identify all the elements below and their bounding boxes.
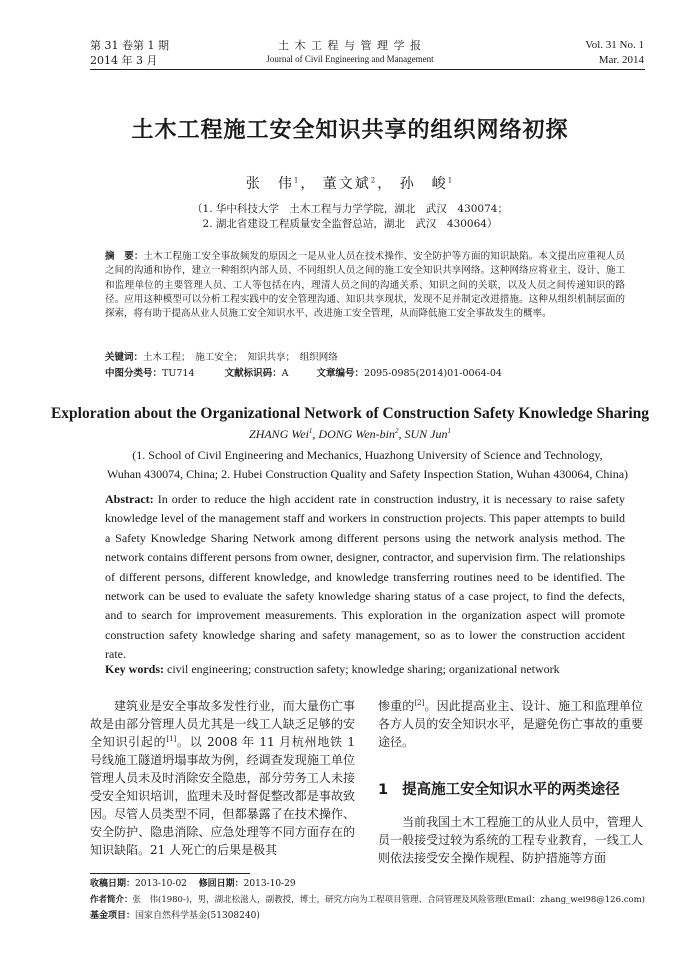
abstract-en bbox=[105, 490, 625, 665]
footnote-dates: 收稿日期：2013-10-02 修回日期：2013-10-29 bbox=[90, 879, 296, 889]
body-paragraph: 建筑业是安全事故多发性行业，而大量伤亡事故是由部分管理人员尤其是一线工人缺乏足够的安全知识引起的[1]。以 2008 年 11 月杭州地铁 1 号线施工隧道坍塌事故为例，经调查发现施工单位管理人员未及时消除安全隐患，部分劳务工人未接受安全知识培训，监理未及时督促整改都是事故致因。尽管人员类型不同，但都暴露了在技术操作、安全防护、隐患消除、应急处理等不同方面存在的知识缺陷。21 人死亡的后果是极其 bbox=[90, 699, 355, 857]
header-issue: Vol. 31 No. 1 Mar. 2014 bbox=[585, 39, 644, 66]
section-heading: 1 提高施工安全知识水平的两类途径 bbox=[378, 782, 620, 798]
body-right-column bbox=[378, 697, 643, 751]
title-en: Exploration about the Organizational Network of Construction Safety Knowledge Sharing bbox=[50, 405, 650, 422]
body-paragraph: 惨重的[2]。因此提高业主、设计、施工和监理单位各方人员的安全知识水平，是避免伤亡事故的重要途径。 bbox=[378, 699, 643, 749]
footnote-author: 作者简介：张 伟(1980-)，男，湖北松滋人，副教授，博士，研究方向为工程项目管理、合同管理及风险管理(Email：zhang_wei98@126.com) bbox=[90, 895, 645, 905]
abstract-en-label: Abstract: bbox=[105, 492, 154, 506]
body-right-paragraph: 当前我国土木工程施工的从业人员中，管理人员一般接受过较为系统的工程专业教育，一线工人则依法接受安全操作规程、防护措施等方面 bbox=[378, 815, 643, 865]
classification-line: 中图分类号：TU714 文献标识码：A 文章编号：2095-0985(2014)01-0064-04 bbox=[105, 368, 502, 379]
author-cn: 张 伟$^1$ bbox=[245, 176, 301, 192]
author-cn: 董文斌$^2$ bbox=[322, 176, 378, 192]
header-volume: 第 31 卷第 1 期 2014 年 3 月 bbox=[90, 39, 169, 67]
affiliations-en: (1. School of Civil Engineering and Mechanics, Huazhong University of Science and Technology, Wuhan 430074, China; 2. Hubei Construction Quality and Safety Inspection Station, Wuhan 430064, China) bbox=[106, 448, 629, 481]
abstract-cn-text: 土木工程施工安全事故频发的原因之一是从业人员在技术操作、安全防护等方面的知识缺陷。本文提出应重视人员之间的沟通和协作，建立一种组织内部人员、不同组织人员之间的施工安全知识共享网络。这种网络应将业主、设计、施工和监理单位的主要管理人员、工人等包括在内，理清人员之间的沟通关系、知识之间的关联，以及人员之间传递知识的路径。应用这种模型可以分析工程实践中的安全管理沟通、知识共享现状，发现不足并制定改进措施。这种从组织机制层面的探索，将有助于提高从业人员施工安全知识水平、改进施工安全管理，从而降低施工安全事故发生的概率。 bbox=[105, 251, 625, 320]
keywords-en: Key words: civil engineering; construction safety; knowledge sharing; organizational network bbox=[105, 662, 560, 676]
keywords-cn: 关键词：土木工程； 施工安全； 知识共享； 组织网络 bbox=[105, 352, 338, 363]
footnote-fund: 基金项目：国家自然科学基金(51308240) bbox=[90, 911, 260, 921]
title-cn: 土木工程施工安全知识共享的组织网络初探 bbox=[131, 118, 569, 143]
authors-cn: 张 伟$^1$， 董文斌$^2$， 孙 峻$^1$ bbox=[245, 176, 455, 192]
authors-en: ZHANG Wei$^1$, DONG Wen-bin$^2$, SUN Jun$^1$ bbox=[249, 427, 451, 441]
abstract-cn bbox=[105, 250, 625, 321]
footnote-rule bbox=[90, 873, 250, 874]
abstract-en-text: In order to reduce the high accident rate in construction industry, it is necessary to raise safety knowledge level of the management staff and workers in construction projects. This paper attempts to build a Safety Knowledge Sharing Network among different persons using the network analysis method. The network contains different persons from owner, designer, contractor, and supervision firm. The relationships of different persons, different knowledge, and knowledge transferring routines need to be identified. The network can be used to evaluate the safety knowledge sharing status of a case project, to find the defects, and to search for improvement measurements. This exploration in the organization aspect will promote construction safety knowledge sharing and safety management, so as to lower the construction accident rate. bbox=[105, 492, 626, 662]
citation: [2] bbox=[414, 699, 425, 707]
affiliations-cn: （1. 华中科技大学 土木工程与力学学院，湖北 武汉 430074； 2. 湖北省建设工程质量安全监督总站，湖北 武汉 430064） bbox=[192, 203, 508, 230]
body-left-column bbox=[90, 697, 355, 859]
footnotes bbox=[90, 876, 650, 924]
citation: [1] bbox=[166, 735, 177, 743]
header-journal: 土 木 工 程 与 管 理 学 报 Journal of Civil Engineering and Management bbox=[266, 39, 434, 64]
header-rule bbox=[90, 69, 645, 70]
abstract-cn-label: 摘 要： bbox=[105, 251, 144, 262]
author-cn: 孙 峻$^1$ bbox=[399, 176, 455, 192]
